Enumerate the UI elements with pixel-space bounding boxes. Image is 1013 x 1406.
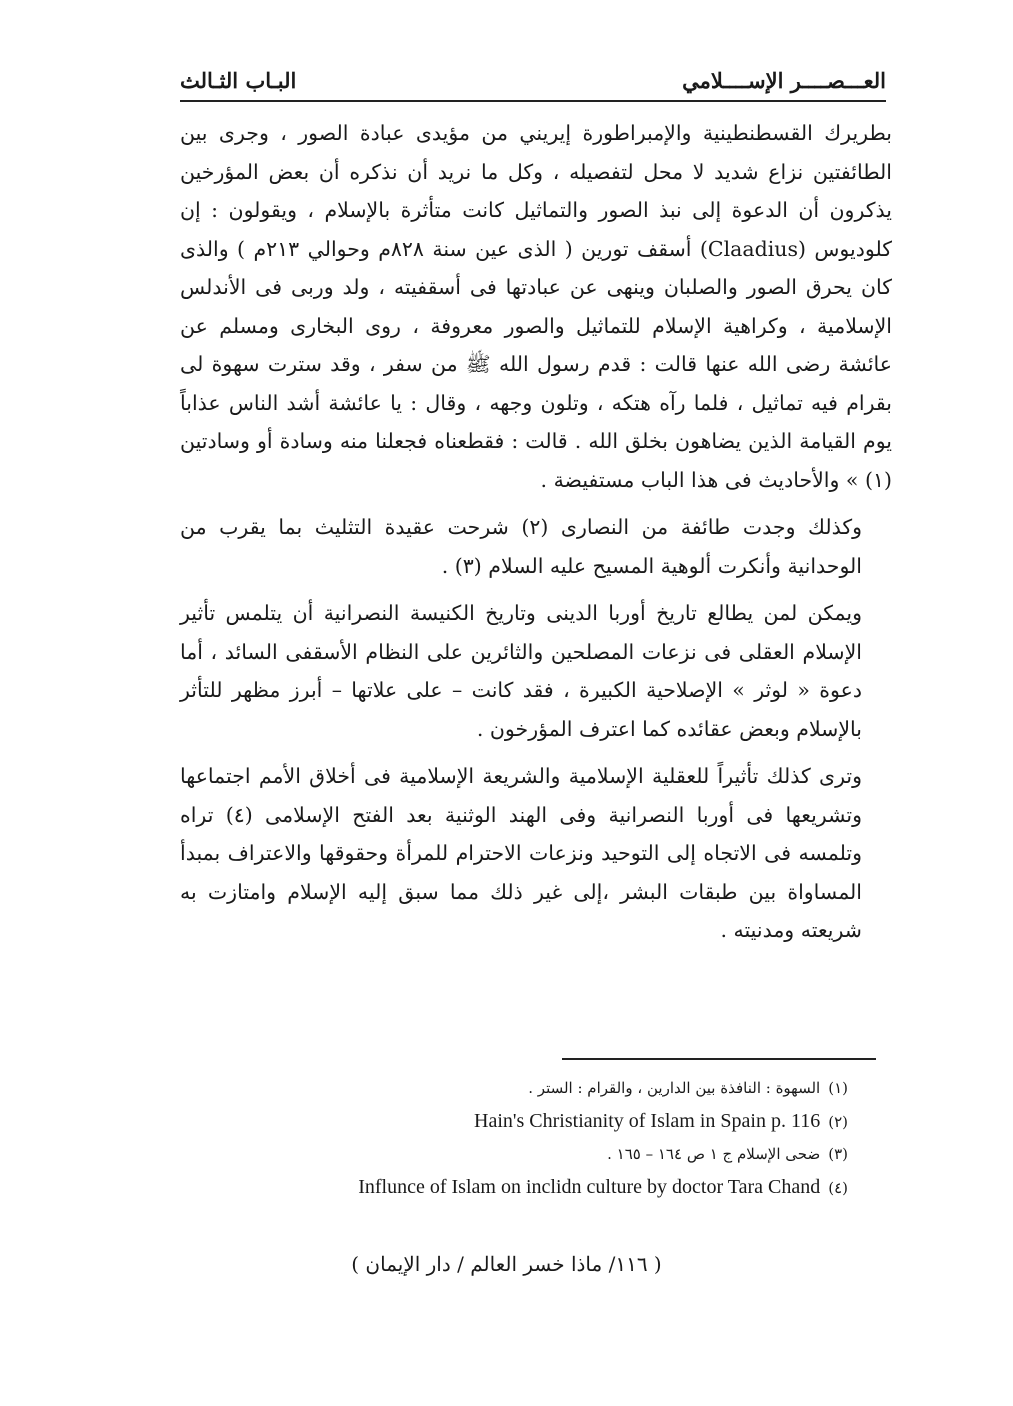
footnote-3 — [180, 1138, 848, 1171]
footnote-text: السهوة : النافذة بين الدارين ، والقرام : الستر . — [528, 1079, 821, 1097]
footnote-number: (٣) — [828, 1145, 848, 1163]
footnote-number: (٢) — [828, 1113, 848, 1131]
paragraph-4: وترى كذلك تأثيراً للعقلية الإسلامية والشريعة الإسلامية فى أخلاق الأمم اجتماعها وتشريعها فى أوربا النصرانية وفى الهند الوثنية بعد الفتح الإسلامى (٤) تراه وتلمسه فى الاتجاه إلى التوحيد ونزعات الاحترام للمرأة وحقوقها والاعتراف بمبدأ المساواة بين طبقات البشر ،إلى غير ذلك مما سبق إليه الإسلام وامتازت به شريعته ومدنيته . — [180, 764, 862, 942]
paragraph-1: بطريرك القسطنطينية والإمبراطورة إيريني من مؤيدى عبادة الصور ، وجرى بين الطائفتين نزاع شديد لا محل لتفصيله ، وكل ما نريد أن نذكره أن بعض المؤرخين يذكرون أن الدعوة إلى نبذ الصور والتماثيل كانت متأثرة بالإسلام ، ويقولون : إن كلوديوس (Claadius) أسقف تورين ( الذى عين سنة ٨٢٨م وحوالي ٢١٣م ) والذى كان يحرق الصور والصلبان وينهى عن عبادتها فى أسقفيته ، ولد وربى فى الأندلس الإسلامية ، وكراهية الإسلام للتماثيل والصور معروفة ، روى البخارى ومسلم عن عائشة رضى الله عنها قالت : قدم رسول الله ﷺ من سفر ، وقد سترت سهوة لى بقرام فيه تماثيل ، فلما رآه هتكه ، وتلون وجهه ، وقال : يا عائشة أشد الناس عذاباً يوم القيامة الذين يضاهون بخلق الله . قالت : فقطعناه فجعلنا منه وسادة أو وسادتين (١) » والأحاديث فى هذا الباب مستفيضة . — [180, 121, 892, 492]
footnote-text: Influnce of Islam on inclidn culture by doctor Tara Chand — [358, 1176, 821, 1198]
book-title: العـــصــــر الإســــلامي — [682, 68, 886, 93]
footnote-separator — [562, 1058, 876, 1060]
paragraph-2: وكذلك وجدت طائفة من النصارى (٢) شرحت عقيدة التثليث بما يقرب من الوحدانية وأنكرت ألوهية المسيح عليه السلام (٣) . — [180, 515, 862, 578]
body-text — [180, 114, 892, 950]
footnote-text: ضحى الإسلام ج ١ ص ١٦٤ – ١٦٥ . — [607, 1145, 821, 1163]
footnote-number: (٤) — [828, 1179, 848, 1197]
footnotes — [180, 1072, 848, 1204]
running-header — [180, 66, 886, 102]
footnote-number: (١) — [828, 1079, 848, 1097]
footnote-2 — [180, 1105, 848, 1138]
page-footer: ( ١١٦/ ماذا خسر العالم / دار الإيمان ) — [351, 1252, 662, 1276]
footnote-text: Hain's Christianity of Islam in Spain p. 116 — [474, 1110, 821, 1132]
chapter-title: البـاب الثـالث — [180, 68, 297, 93]
footnote-1 — [180, 1072, 848, 1105]
footnote-4 — [180, 1171, 848, 1204]
paragraph-3: ويمكن لمن يطالع تاريخ أوربا الدينى وتاريخ الكنيسة النصرانية أن يتلمس تأثير الإسلام العقلى فى نزعات المصلحين والثائرين على النظام الأسقفى السائد ، أما دعوة « لوثر » الإصلاحية الكبيرة ، فقد كانت – على علاتها – أبرز مظهر للتأثر بالإسلام وبعض عقائده كما اعترف المؤرخون . — [180, 601, 862, 741]
